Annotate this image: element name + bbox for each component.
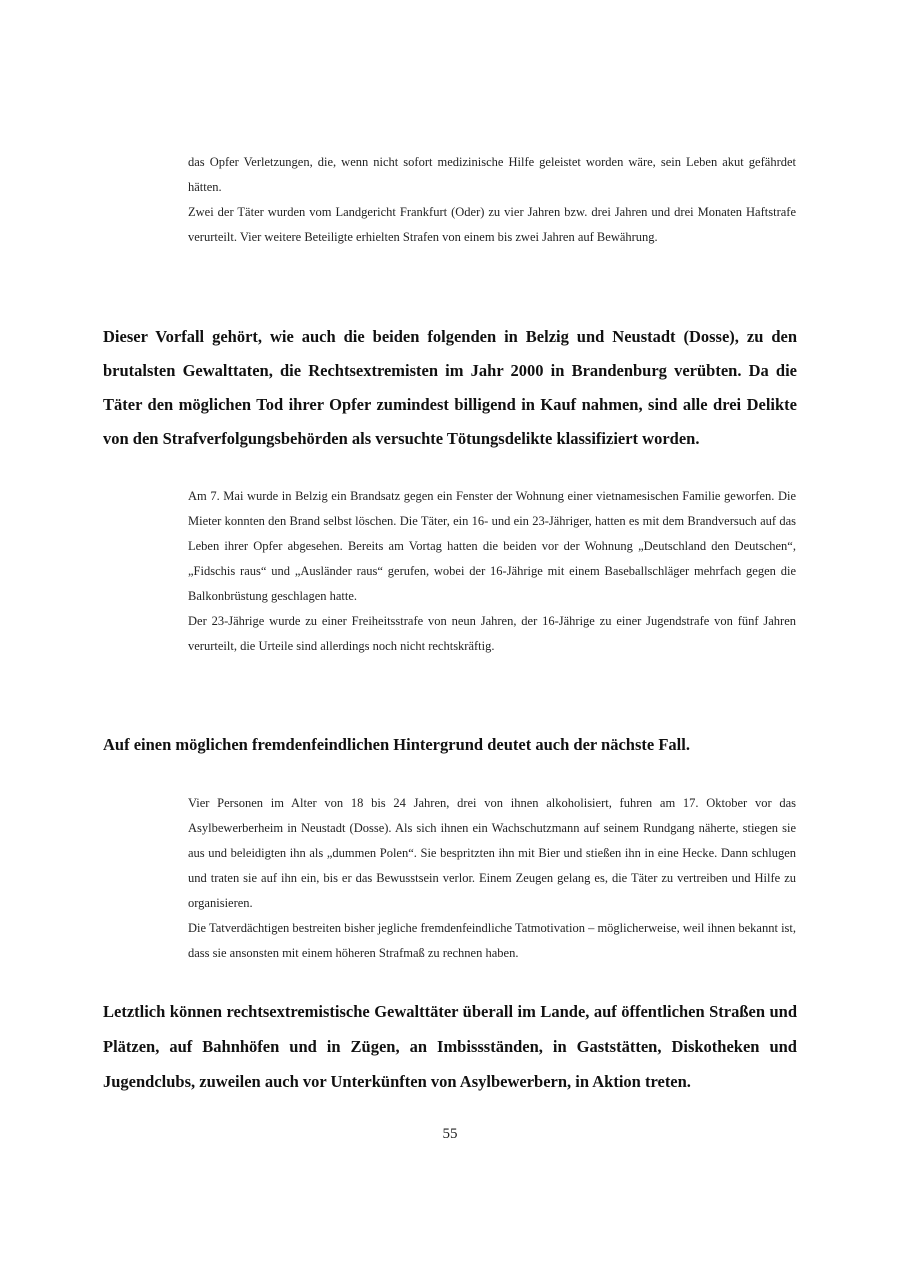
paragraph-text: Letztlich können rechtsextremistische Gewalttäter überall im Lande, auf öffentlichen Straßen und Plätzen, auf Bahnhöfen und in Zügen, an Imbissständen, in Gaststätten, Diskotheken und Jugendclubs, zuweilen auch vor Unterkünften von Asylbewerbern, in Aktion treten. (103, 1002, 797, 1091)
paragraph-text: Zwei der Täter wurden vom Landgericht Frankfurt (Oder) zu vier Jahren bzw. drei Jahren und drei Monaten Haftstrafe verurteilt. Vier weitere Beteiligte erhielten Strafen von einem bis zwei Jahren auf Bewährung. (188, 205, 796, 244)
indented-paragraph-1 (188, 150, 796, 250)
paragraph-text: Auf einen möglichen fremdenfeindlichen Hintergrund deutet auch der nächste Fall. (103, 735, 690, 754)
indented-paragraph-2 (188, 484, 796, 659)
paragraph-text: das Opfer Verletzungen, die, wenn nicht sofort medizinische Hilfe geleistet worden wäre, sein Leben akut gefährdet hätten. (188, 155, 796, 194)
bold-paragraph-2 (103, 728, 797, 762)
paragraph-text: Der 23-Jährige wurde zu einer Freiheitsstrafe von neun Jahren, der 16-Jährige zu einer Jugendstrafe von fünf Jahren verurteilt, die Urteile sind allerdings noch nicht rechtskräftig. (188, 614, 796, 653)
bold-paragraph-3 (103, 994, 797, 1099)
bold-paragraph-1 (103, 320, 797, 456)
paragraph-text: Vier Personen im Alter von 18 bis 24 Jahren, drei von ihnen alkoholisiert, fuhren am 17. Oktober vor das Asylbewerberheim in Neustadt (Dosse). Als sich ihnen ein Wachschutzmann auf seinem Rundgang näherte, stiegen sie aus und beleidigten ihn als „dummen Polen“. Sie bespritzten ihn mit Bier und stießen ihn in eine Hecke. Dann schlugen und traten sie auf ihn ein, bis er das Bewusstsein verlor. Einem Zeugen gelang es, die Täter zu vertreiben und Hilfe zu organisieren. (188, 796, 796, 910)
paragraph-text: Am 7. Mai wurde in Belzig ein Brandsatz gegen ein Fenster der Wohnung einer vietnamesischen Familie geworfen. Die Mieter konnten den Brand selbst löschen. Die Täter, ein 16- und ein 23-Jähriger, hatten es mit dem Brandversuch auf das Leben ihrer Opfer abgesehen. Bereits am Vortag hatten die beiden vor der Wohnung „Deutschland den Deutschen“, „Fidschis raus“ und „Ausländer raus“ gerufen, wobei der 16-Jährige mit einem Baseballschläger mehrfach gegen die Balkonbrüstung geschlagen hatte. (188, 489, 796, 603)
indented-paragraph-3 (188, 791, 796, 966)
page-number: 55 (442, 1126, 458, 1142)
paragraph-text: Dieser Vorfall gehört, wie auch die beiden folgenden in Belzig und Neustadt (Dosse), zu den brutalsten Gewalttaten, die Rechtsextremisten im Jahr 2000 in Brandenburg verübten. Da die Täter den möglichen Tod ihrer Opfer zumindest billigend in Kauf nahmen, sind alle drei Delikte von den Strafverfolgungsbehörden als versuchte Tötungsdelikte klassifiziert worden. (103, 327, 797, 448)
paragraph-text: Die Tatverdächtigen bestreiten bisher jegliche fremdenfeindliche Tatmotivation – möglicherweise, weil ihnen bekannt ist, dass sie ansonsten mit einem höheren Strafmaß zu rechnen haben. (188, 921, 797, 960)
